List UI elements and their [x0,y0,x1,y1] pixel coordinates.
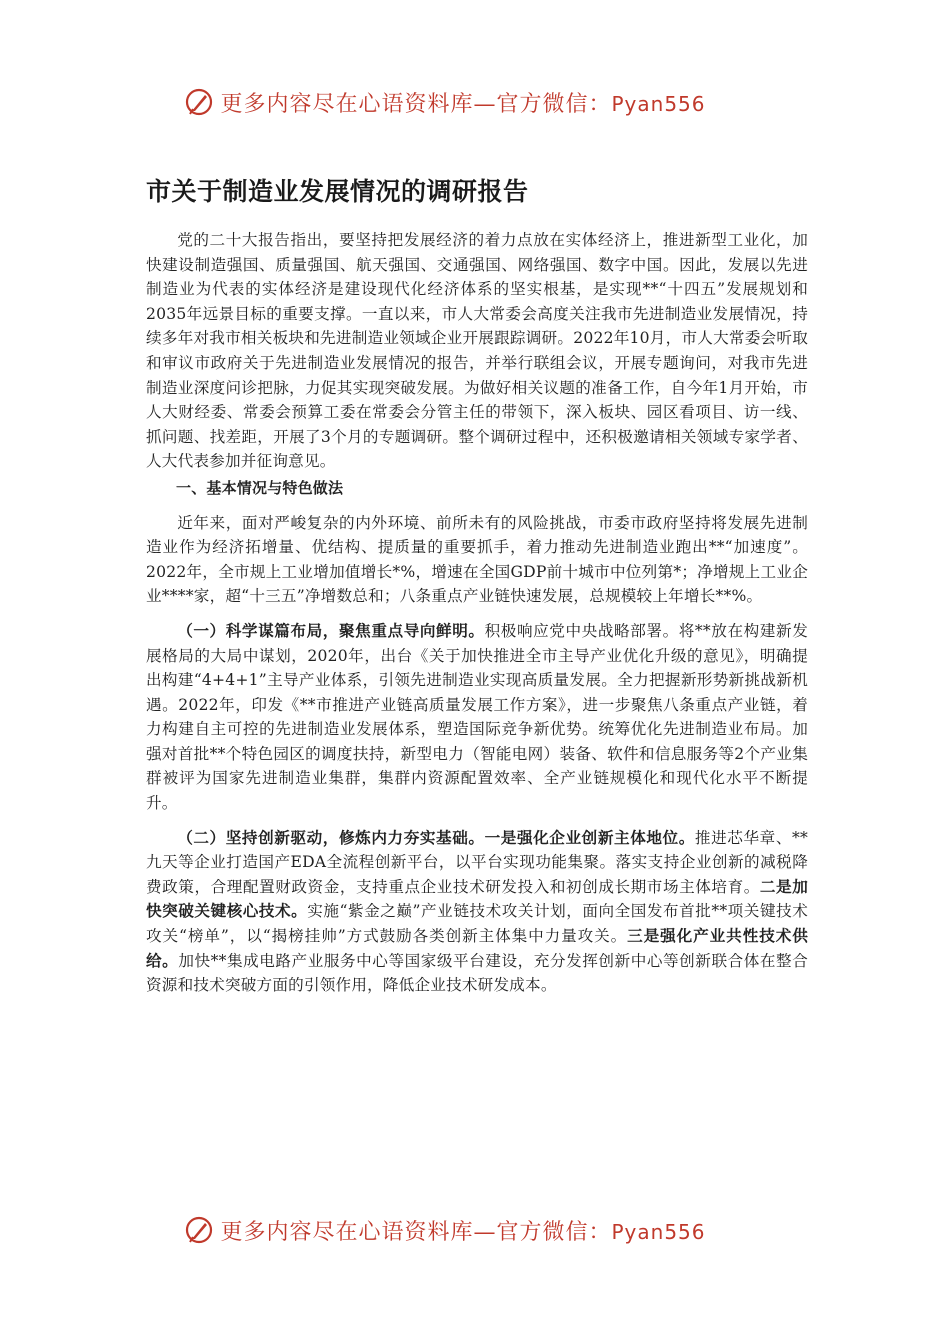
banner-text: 更多内容尽在心语资料库—官方微信：Pyan556 [220,91,706,117]
page-title: 市关于制造业发展情况的调研报告 [146,177,529,206]
banner-text: 更多内容尽在心语资料库—官方微信：Pyan556 [220,1219,706,1245]
footer-banner [0,1208,950,1252]
intro-paragraph: 党的二十大报告指出，要坚持把发展经济的着力点放在实体经济上，推进新型工业化，加快建设制造强国、质量强国、航天强国、交通强国、网络强国、数字中国。因此，发展以先进制造业为代表的实体经济是建设现代化经济体系的坚实根基，是实现**“十四五”发展规划和2035年远景目标的重要支撑。一直以来，市人大常委会高度关注我市先进制造业发展情况，持续多年对我市相关板块和先进制造业领域企业开展跟踪调研。2022年10月，市人大常委会听取和审议市政府关于先进制造业发展情况的报告，并举行联组会议，开展专题询问，对我市先进制造业深度问诊把脉，力促其实现突破发展。为做好相关议题的准备工作，自今年1月开始，市人大财经委、常委会预算工委在常委会分管主任的带领下，深入板块、园区看项目、访一线、抓问题、找差距，开展了3个月的专题调研。整个调研过程中，还积极邀请相关领域专家学者、人大代表参加并征询意见。 [146,231,808,471]
subsection-1-lead: （一）科学谋篇布局，聚焦重点导向鲜明。 [177,621,485,640]
overview-paragraph: 近年来，面对严峻复杂的内外环境、前所未有的风险挑战，市委市政府坚持将发展先进制造业作为经济拓增量、优结构、提质量的重要抓手，着力推动先进制造业跑出**“加速度”。2022年，全市规上工业增加值增长*%，增速在全国GDP前十城市中位列第*；净增规上工业企业****家，超“十三五”净增数总和；八条重点产业链快速发展，总规模较上年增长**%。 [146,513,808,606]
quill-pen-logo-icon [184,1215,214,1245]
wechat-id: Pyan556 [611,91,706,116]
quill-pen-logo-icon [184,87,214,117]
subsection-2-lead: （二）坚持创新驱动，修炼内力夯实基础。 [177,828,485,847]
subsection-2-paragraph: （二）坚持创新驱动，修炼内力夯实基础。一是强化企业创新主体地位。推进芯华章、**九天等企业打造国产EDA全流程创新平台，以平台实现功能集聚。落实支持企业创新的减税降费政策，合理配置财政资金，支持重点企业技术研发投入和初创成长期市场主体培育。二是加快突破关键核心技术。实施“紫金之巅”产业链技术攻关计划，面向全国发布首批**项关键技术攻关“榜单”，以“揭榜挂帅”方式鼓励各类创新主体集中力量攻关。三是强化产业共性技术供给。加快**集成电路产业服务中心等国家级平台建设，充分发挥创新中心等创新联合体在整合资源和技术突破方面的引领作用，降低企业技术研发成本。 [146,828,808,995]
report-body [146,228,808,998]
section-heading: 一、基本情况与特色做法 [176,478,344,497]
wechat-id: Pyan556 [611,1219,706,1244]
subsection-1-paragraph: （一）科学谋篇布局，聚焦重点导向鲜明。积极响应党中央战略部署。将**放在构建新发展格局的大局中谋划，2020年，出台《关于加快推进全市主导产业优化升级的意见》，明确提出构建“4+4+1”主导产业体系，引领先进制造业实现高质量发展。全力把握新形势新挑战新机遇。2022年，印发《**市推进产业链高质量发展工作方案》，进一步聚焦八条重点产业链，着力构建自主可控的先进制造业发展体系，塑造国际竞争新优势。统筹优化先进制造业布局。加强对首批**个特色园区的调度扶持，新型电力（智能电网）装备、软件和信息服务等2个产业集群被评为国家先进制造业集群，集群内资源配置效率、全产业链规模化和现代化水平不断提升。 [146,621,808,813]
header-banner [0,80,950,124]
